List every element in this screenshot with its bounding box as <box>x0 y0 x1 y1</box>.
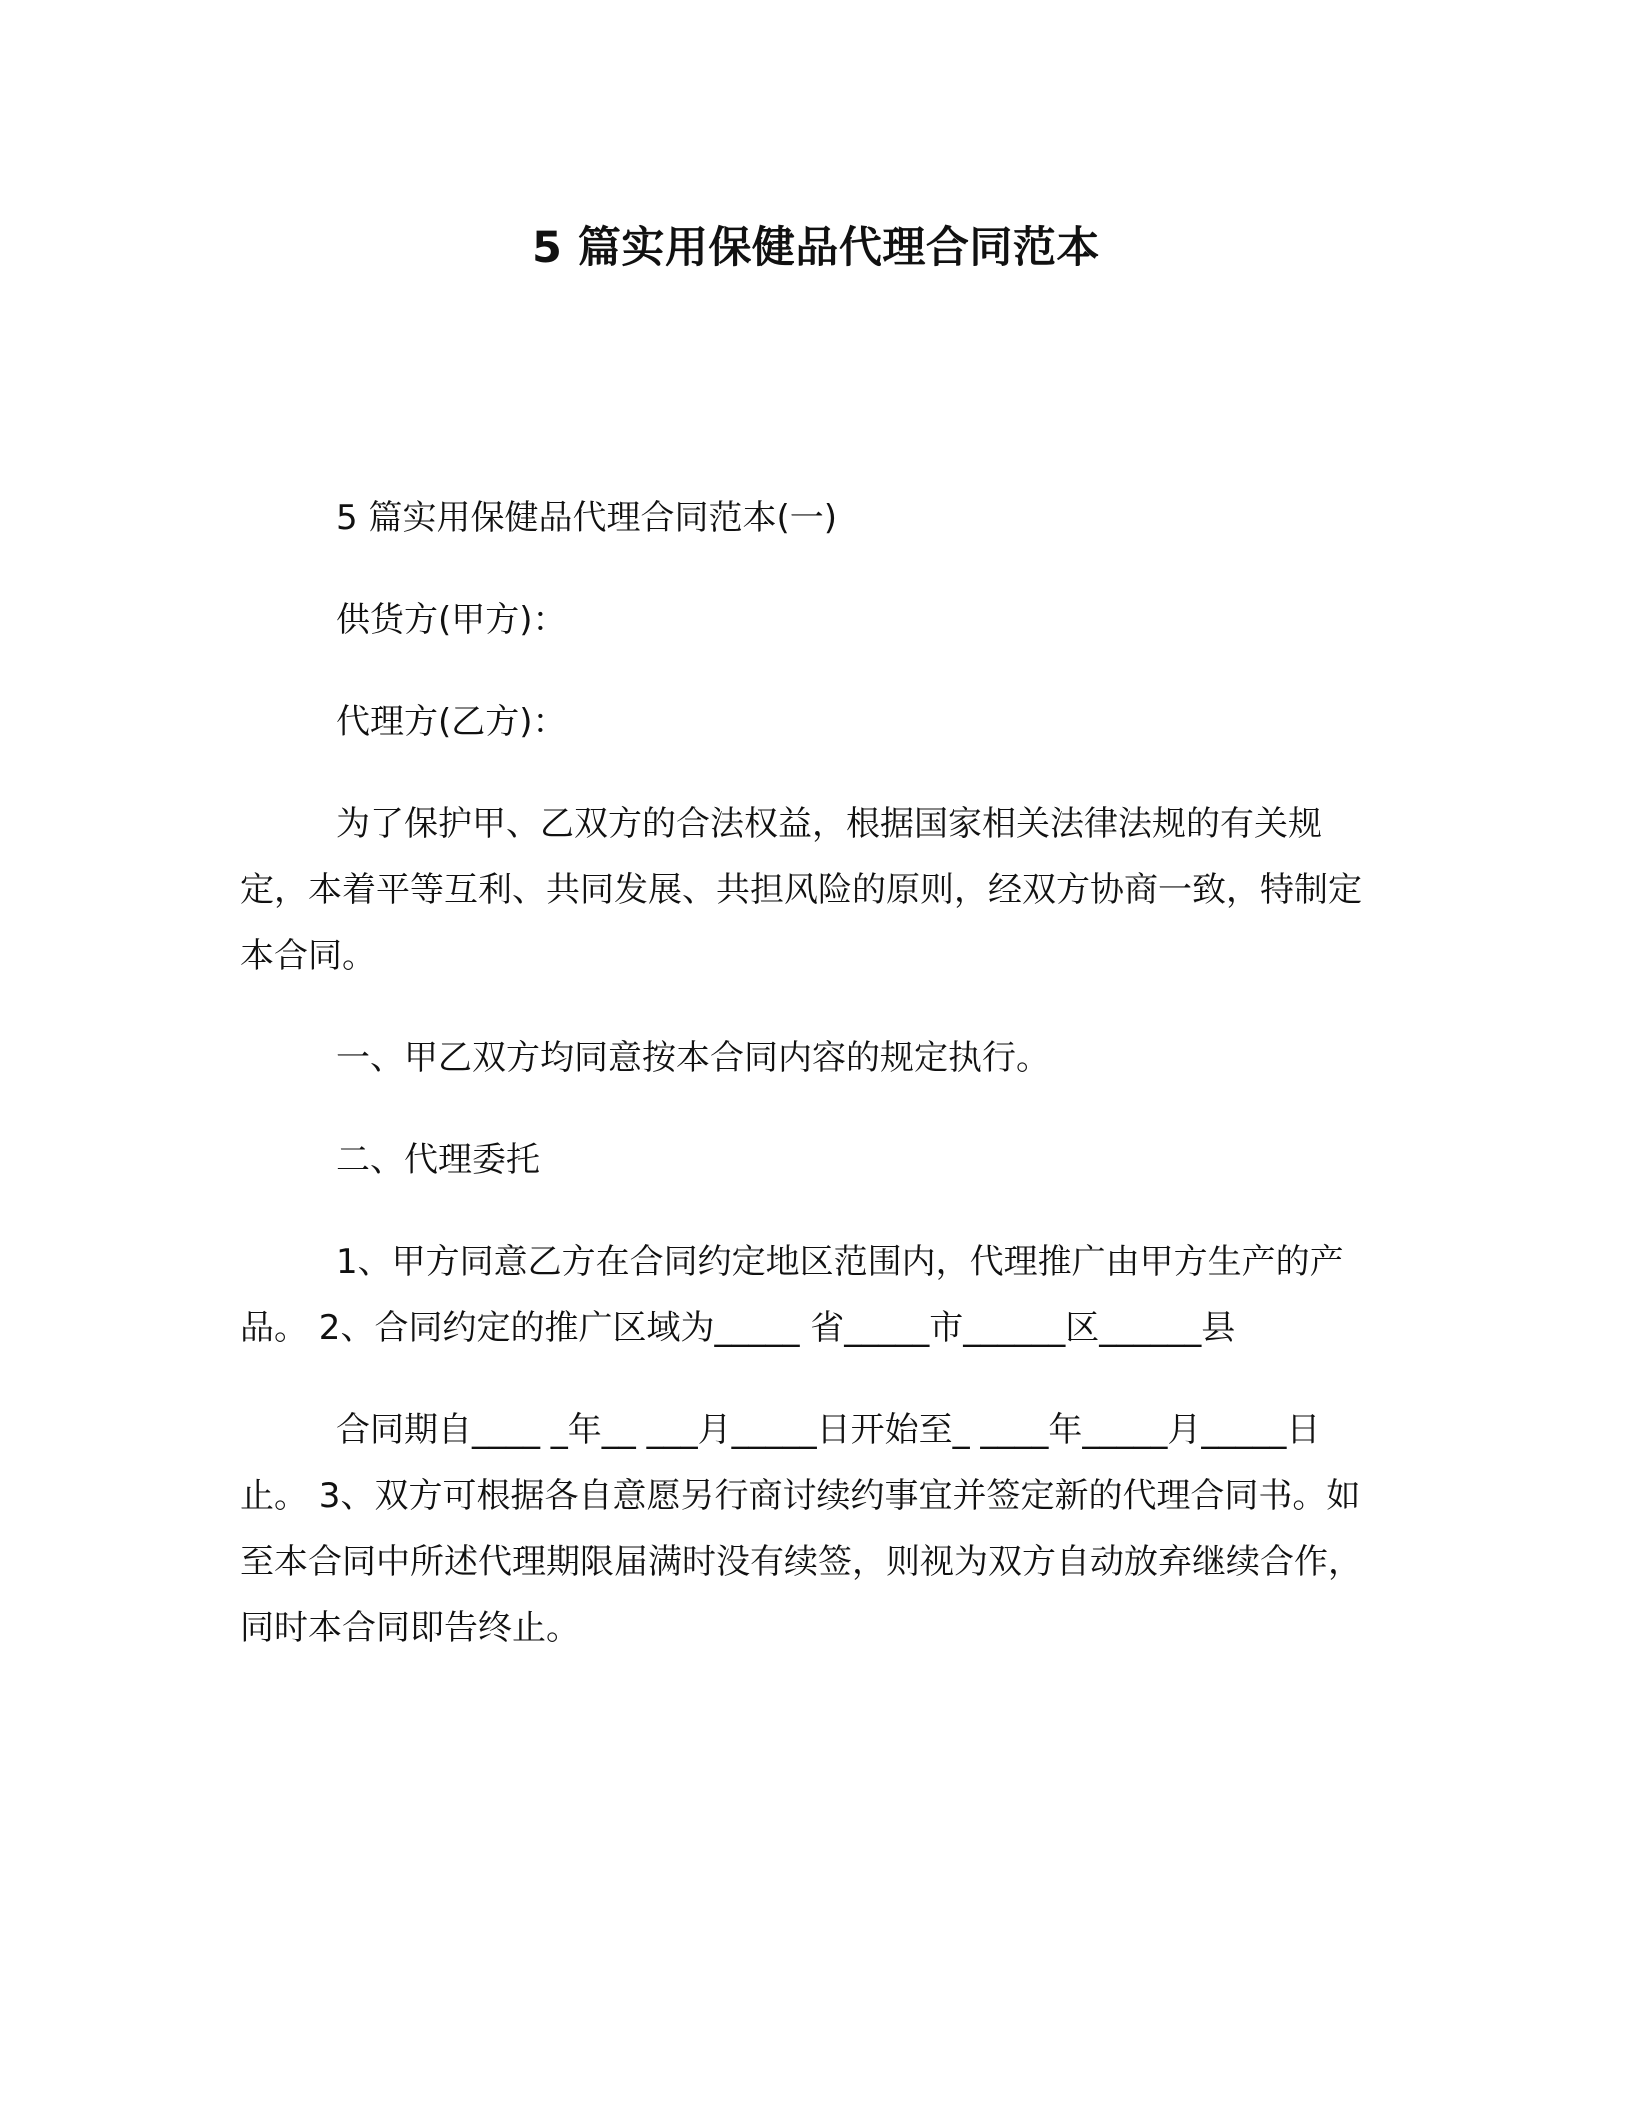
section-heading: 5 篇实用保健品代理合同范本(一) <box>336 498 837 538</box>
agent-party-line: 代理方(乙方)： <box>336 702 567 742</box>
supplier-party-line: 供货方(甲方)： <box>336 600 567 640</box>
clause-two-heading: 二、代理委托 <box>336 1140 540 1180</box>
clause-two-items: 1、甲方同意乙方在合同约定地区范围内，代理推广由甲方生产的产品。 2、合同约定的推广区域为_____ 省_____市______区______县 <box>240 1242 1344 1348</box>
document-body <box>240 485 1382 1697</box>
contract-term-paragraph: 合同期自____ _年__ ___月_____日开始至_ ____年_____月_____日止。 3、双方可根据各自意愿另行商讨续约事宜并签定新的代理合同书。如至本合同中所述代理期限届满时没有续签，则视为双方自动放弃继续合作，同时本合同即告终止。 <box>240 1410 1362 1648</box>
document-title: 5 篇实用保健品代理合同范本 <box>532 223 1100 273</box>
preamble-paragraph: 为了保护甲、乙双方的合法权益，根据国家相关法律法规的有关规定，本着平等互利、共同发展、共担风险的原则，经双方协商一致，特制定本合同。 <box>240 804 1362 976</box>
clause-one: 一、甲乙双方均同意按本合同内容的规定执行。 <box>336 1038 1050 1078</box>
